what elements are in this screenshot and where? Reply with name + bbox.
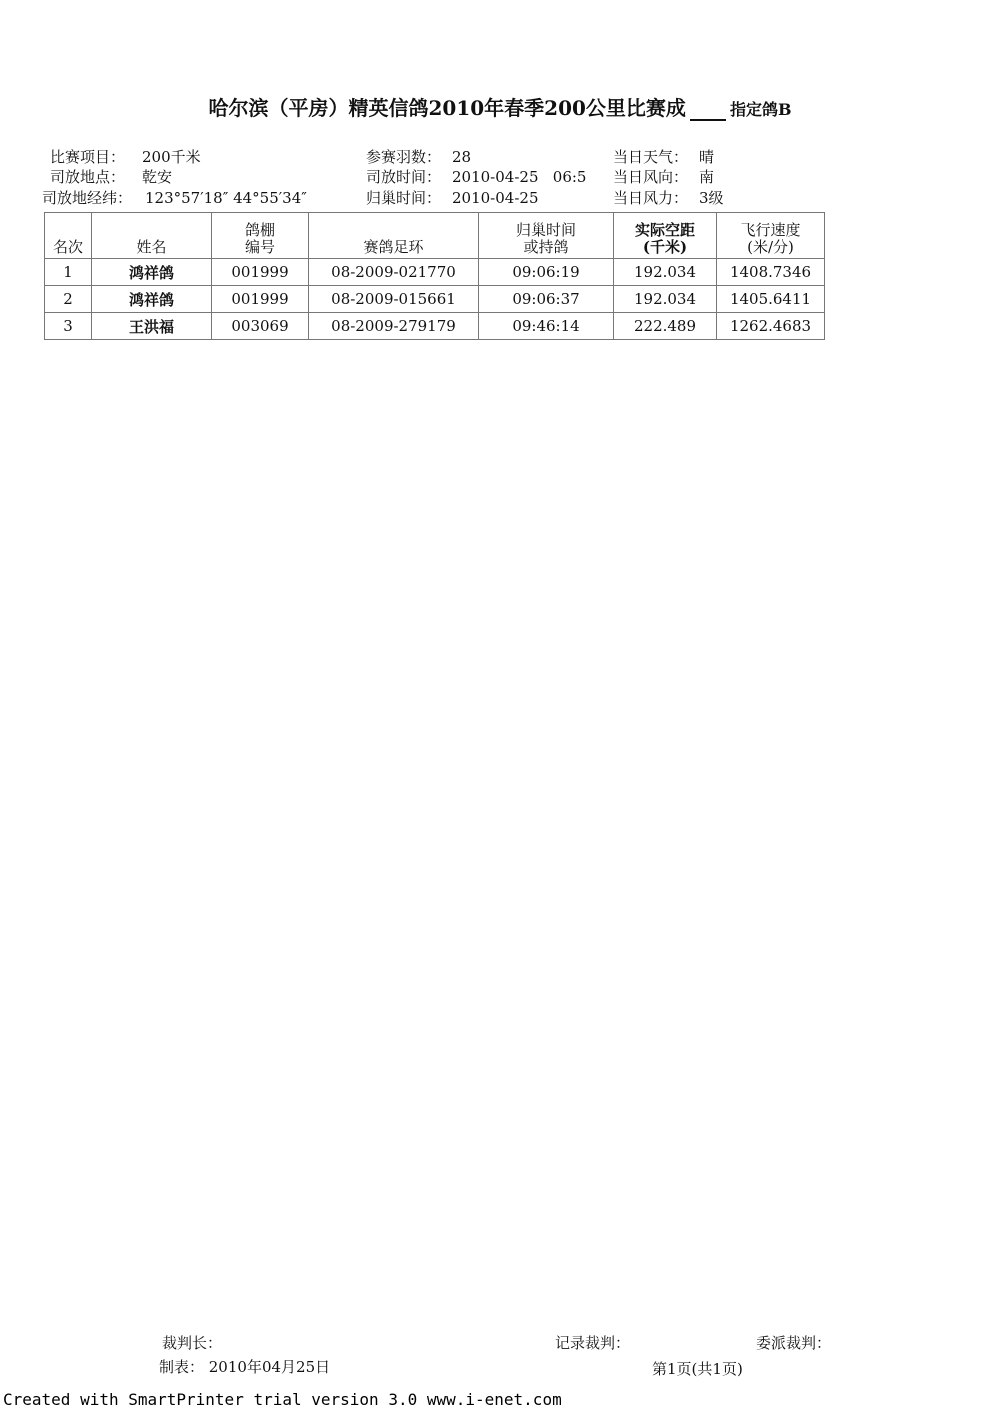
info-return-time	[366, 187, 538, 208]
cell-name: 鸿祥鸽	[92, 259, 212, 286]
cell-loft: 003069	[212, 313, 309, 340]
cell-distance: 222.489	[614, 313, 717, 340]
info-release-time-value: 2010-04-25 06:5	[452, 168, 587, 186]
footer-chief-judge: 裁判长：	[162, 1334, 223, 1352]
table-row	[45, 259, 825, 286]
trial-watermark: Created with SmartPrinter trial version 3.0 www.i-enet.com	[3, 1390, 562, 1409]
cell-name: 鸿祥鸽	[92, 286, 212, 313]
info-weather-value: 晴	[699, 148, 715, 166]
info-entries	[366, 146, 471, 167]
info-entries-label: 参赛羽数：	[366, 148, 442, 166]
header-loft-line1: 鸽棚	[244, 221, 275, 239]
info-release-place-label: 司放地点：	[50, 168, 126, 186]
info-release-coords-label: 司放地经纬：	[42, 189, 133, 207]
info-wind-force-label: 当日风力：	[613, 189, 689, 207]
report-title-main: 哈尔滨（平房）精英信鸽2010年春季200公里比赛成	[208, 96, 686, 120]
cell-distance: 192.034	[614, 286, 717, 313]
info-wind-dir	[613, 166, 714, 187]
info-wind-force	[613, 187, 724, 208]
info-wind-force-value: 3级	[699, 189, 724, 207]
header-distance	[614, 213, 717, 259]
info-weather-label: 当日天气：	[613, 148, 689, 166]
info-race-item-label: 比赛项目：	[50, 148, 126, 166]
cell-name: 王洪福	[92, 313, 212, 340]
cell-speed: 1262.4683	[717, 313, 825, 340]
results-table	[44, 212, 825, 340]
table-row	[45, 286, 825, 313]
cell-arrival: 09:06:37	[479, 286, 614, 313]
footer-made-date: 制表： 2010年04月25日	[159, 1358, 331, 1376]
header-arrival	[479, 213, 614, 259]
info-release-place	[50, 166, 172, 187]
header-speed-line1: 飞行速度	[740, 221, 801, 239]
header-distance-line2: (千米)	[642, 238, 688, 256]
header-distance-line1: 实际空距	[634, 221, 695, 239]
cell-arrival: 09:46:14	[479, 313, 614, 340]
cell-ring: 08-2009-279179	[309, 313, 479, 340]
info-release-time	[366, 166, 586, 187]
cell-distance: 192.034	[614, 259, 717, 286]
cell-loft: 001999	[212, 286, 309, 313]
cell-ring: 08-2009-021770	[309, 259, 479, 286]
cell-speed: 1405.6411	[717, 286, 825, 313]
info-return-time-label: 归巢时间：	[366, 189, 442, 207]
footer-page-number: 第1页(共1页)	[652, 1360, 743, 1378]
cell-speed: 1408.7346	[717, 259, 825, 286]
info-return-time-value: 2010-04-25	[452, 189, 539, 207]
table-row	[45, 313, 825, 340]
cell-rank: 3	[45, 313, 92, 340]
header-speed-line2: (米/分)	[747, 238, 794, 256]
cell-ring: 08-2009-015661	[309, 286, 479, 313]
cell-rank: 1	[45, 259, 92, 286]
info-release-coords-value: 123°57′18″ 44°55′34″	[145, 189, 307, 207]
header-ring: 赛鸽足环	[309, 213, 479, 259]
cell-loft: 001999	[212, 259, 309, 286]
header-rank: 名次	[45, 213, 92, 259]
header-loft	[212, 213, 309, 259]
info-wind-dir-label: 当日风向：	[613, 168, 689, 186]
info-weather	[613, 146, 714, 167]
info-race-item	[50, 146, 201, 167]
footer-assigned-judge: 委派裁判：	[756, 1334, 832, 1352]
footer-record-judge: 记录裁判：	[555, 1334, 631, 1352]
info-release-time-label: 司放时间：	[366, 168, 442, 186]
info-race-item-value: 200千米	[142, 148, 201, 166]
report-title-suffix: 指定鸽B	[729, 100, 792, 119]
info-release-coords	[42, 187, 307, 208]
table-header-row	[45, 213, 825, 259]
header-name: 姓名	[92, 213, 212, 259]
title-blank-line	[690, 99, 726, 121]
report-title	[0, 92, 1000, 121]
cell-arrival: 09:06:19	[479, 259, 614, 286]
info-entries-value: 28	[452, 148, 472, 166]
header-arrival-line2: 或持鸽	[523, 238, 569, 256]
header-arrival-line1: 归巢时间	[515, 221, 576, 239]
header-loft-line2: 编号	[244, 238, 275, 256]
info-release-place-value: 乾安	[142, 168, 173, 186]
info-wind-dir-value: 南	[699, 168, 715, 186]
header-speed	[717, 213, 825, 259]
cell-rank: 2	[45, 286, 92, 313]
